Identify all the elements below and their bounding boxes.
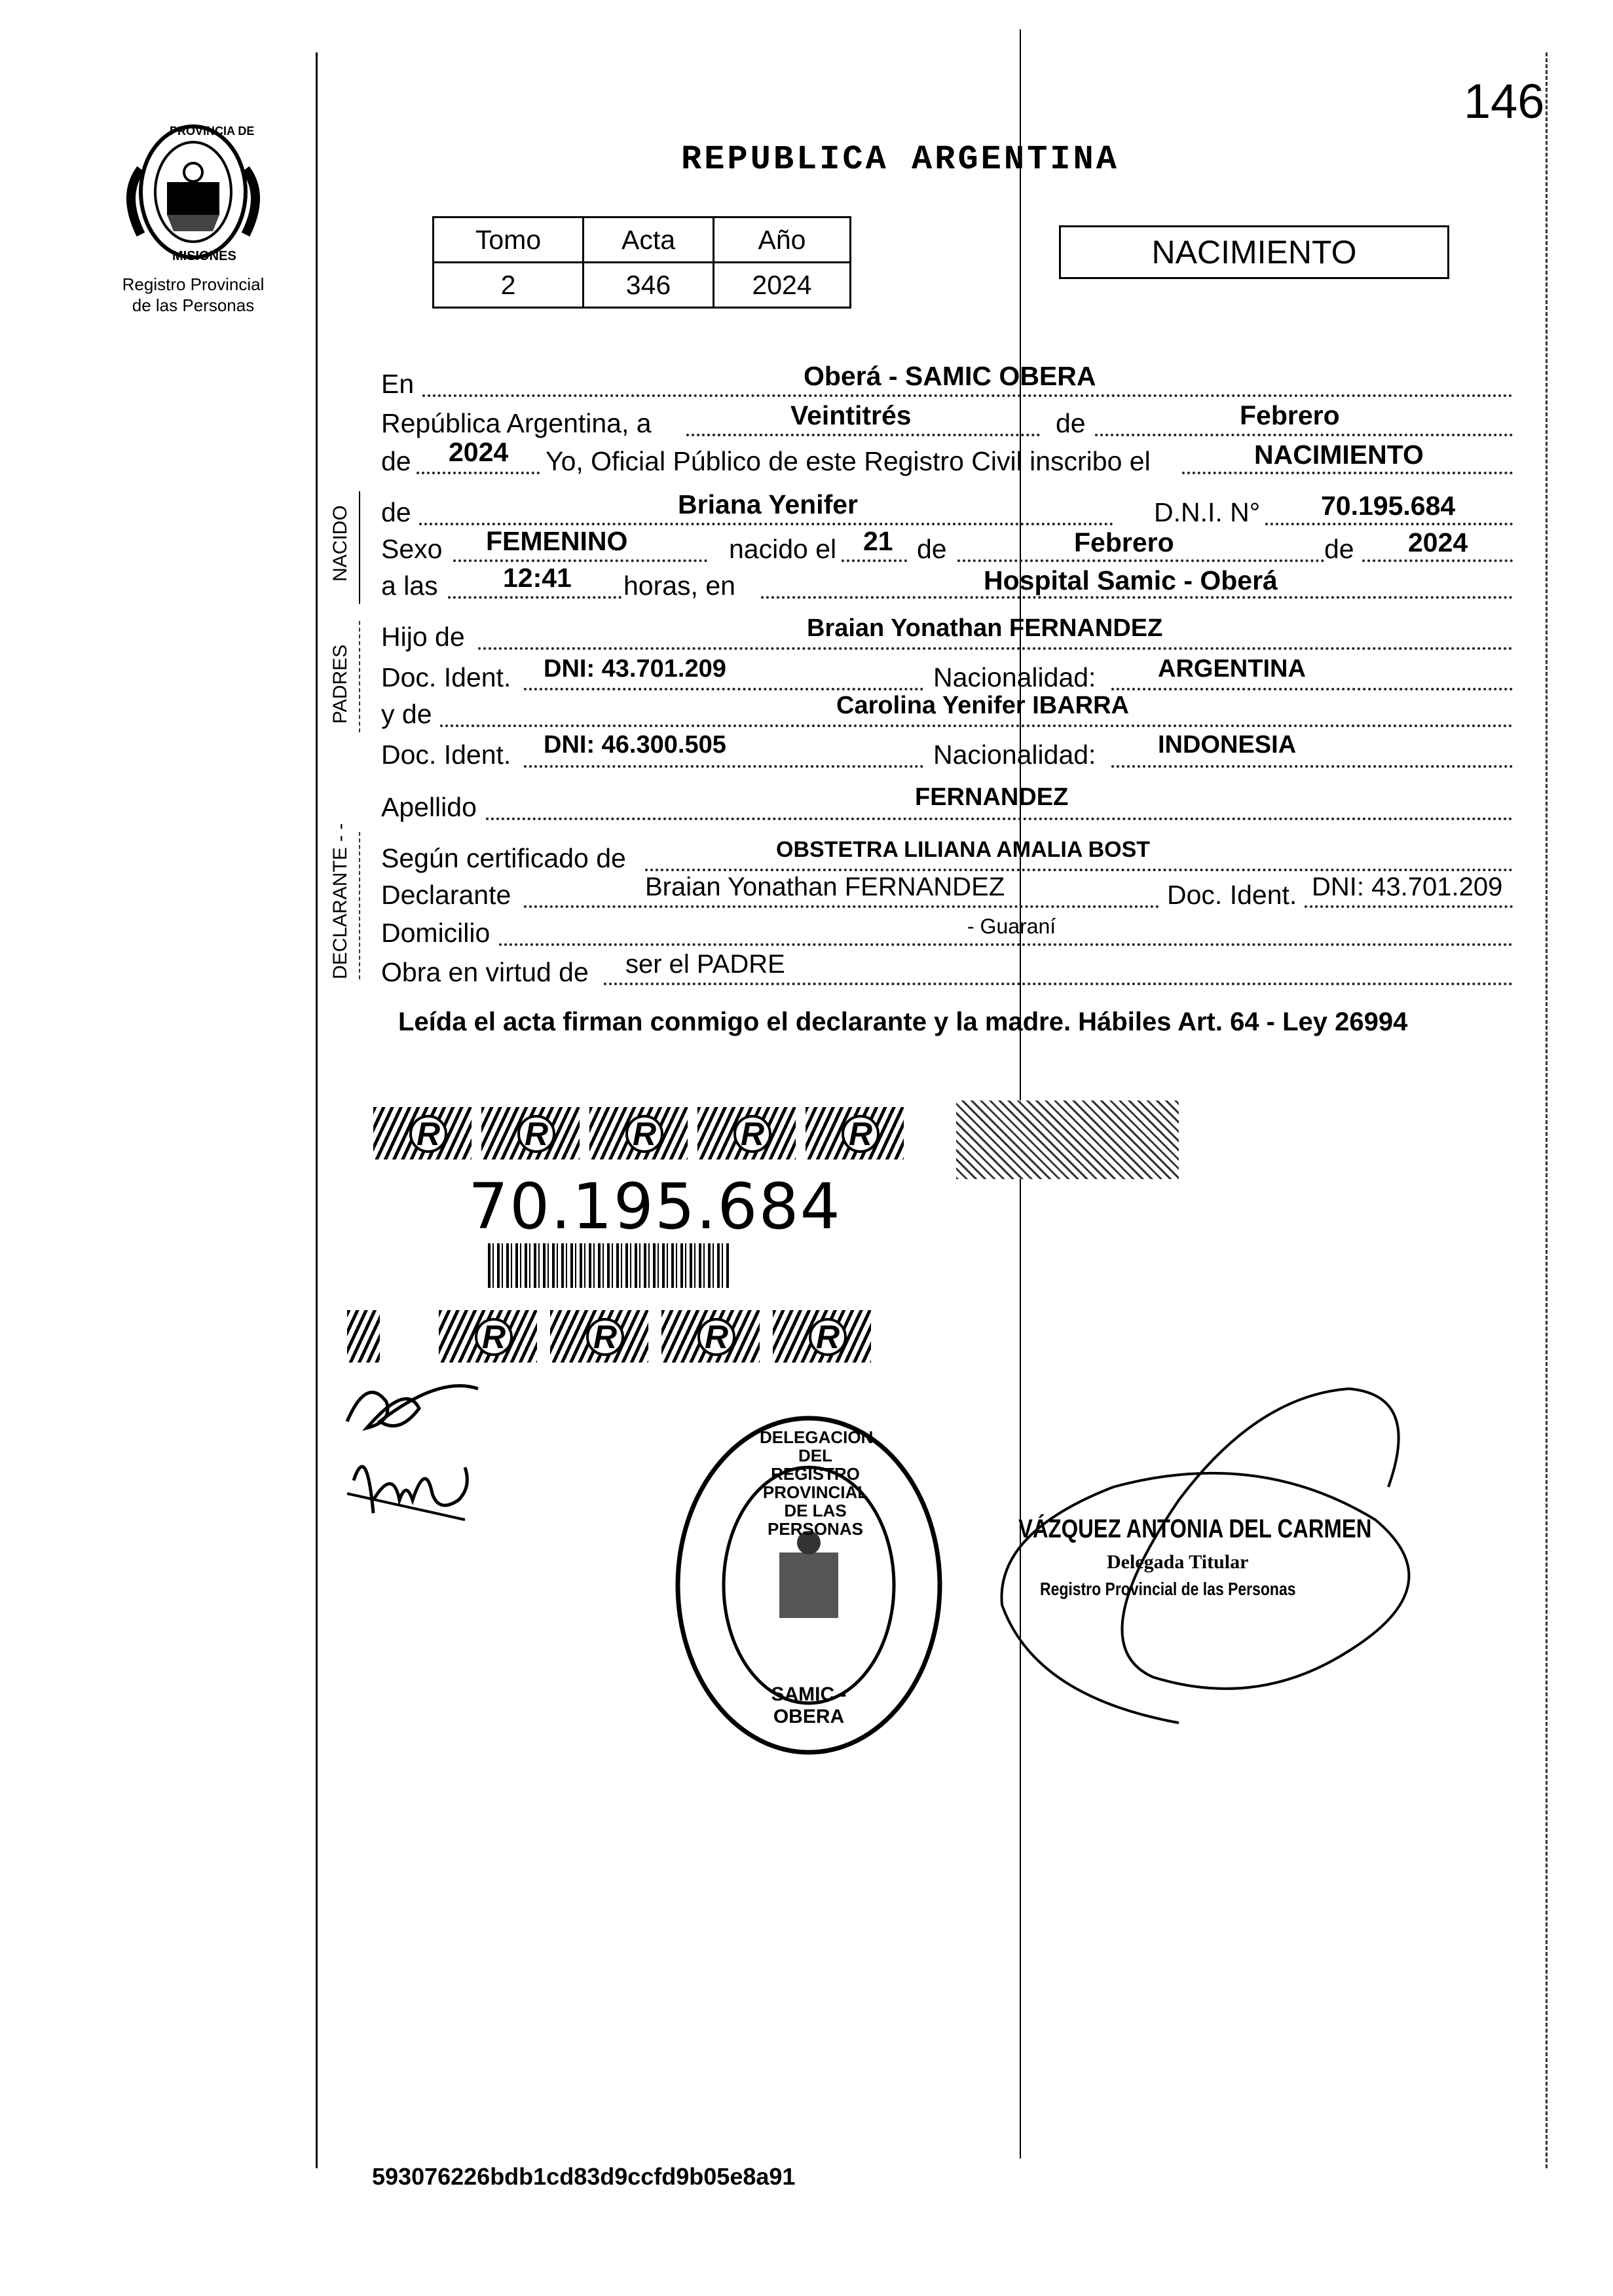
left-margin-rule (316, 52, 318, 2168)
value-hora: 12:41 (503, 563, 572, 593)
value-dia-texto: Veintitrés (790, 400, 912, 430)
sticker-pattern: R (481, 1107, 580, 1159)
record-table (432, 216, 851, 309)
label-doc-ident-2: Doc. Ident. (381, 740, 511, 770)
value-declarante-doc: DNI: 43.701.209 (1312, 873, 1503, 901)
stamp-ring-text: DELEGACIÓN DEL REGISTRO PROVINCIAL DE LAS PERSONAS (760, 1427, 874, 1539)
dotted-line (1095, 434, 1513, 436)
sticker-pattern: R (439, 1310, 537, 1363)
label-a-las: a las (381, 571, 438, 601)
dotted-line (440, 725, 1513, 727)
label-doc-ident-3: Doc. Ident. (1167, 880, 1297, 910)
label-en: En (381, 369, 415, 399)
label-domicilio: Domicilio (381, 918, 491, 948)
value-padre: Braian Yonathan FERNANDEZ (807, 614, 1163, 642)
sticker-pattern: R (697, 1107, 796, 1159)
dotted-line (1362, 559, 1513, 562)
value-lugar-nacimiento: Hospital Samic - Oberá (984, 565, 1278, 595)
value-domicilio: - Guaraní (967, 914, 1056, 938)
doc-type-box: NACIMIENTO (1059, 225, 1449, 279)
barcode (488, 1243, 730, 1288)
sticker-pattern: R (373, 1107, 472, 1159)
padres-bracket (359, 621, 360, 732)
dotted-line (1182, 472, 1513, 474)
label-obra: Obra en virtud de (381, 957, 589, 987)
seal-bottom-text: MISIONES (172, 249, 236, 263)
registry-caption (92, 274, 295, 316)
dotted-line (1111, 765, 1513, 768)
label-y-de: y de (381, 699, 432, 729)
security-hologram (956, 1101, 1179, 1179)
center-fold-line (1020, 29, 1021, 2158)
registry-line-1: Registro Provincial (122, 274, 265, 294)
dotted-line (1265, 523, 1513, 525)
right-margin-rule (1546, 52, 1548, 2168)
sticker-pattern: R (661, 1310, 760, 1363)
dotted-line (417, 472, 540, 474)
signatory-office: Registro Provincial de las Personas (1040, 1579, 1296, 1599)
label-horas-en: horas, en (623, 571, 735, 601)
sticker-bottom-band (347, 1310, 936, 1363)
value-obra: ser el PADRE (625, 950, 785, 979)
sticker-number: 70.195.684 (468, 1170, 842, 1243)
dotted-line (419, 523, 1113, 525)
value-certificado: OBSTETRA LILIANA AMALIA BOST (776, 837, 1151, 862)
value-tomo: 2 (434, 263, 584, 308)
signatory-name: VÁZQUEZ ANTONIA DEL CARMEN (1018, 1515, 1372, 1543)
page-number: 146 (1464, 74, 1545, 128)
sticker-pattern: R (773, 1310, 871, 1363)
label-de: de (1056, 408, 1086, 438)
value-nombre: Briana Yenifer (678, 489, 858, 519)
page-title: REPUBLICA ARGENTINA (681, 140, 1119, 179)
value-anio: 2024 (714, 263, 851, 308)
sticker-pattern: R (550, 1310, 648, 1363)
side-label-padres: PADRES (329, 644, 351, 724)
value-padre-doc: DNI: 43.701.209 (544, 655, 726, 683)
dotted-line (478, 647, 1513, 650)
signatory-role: Delegada Titular (1107, 1551, 1249, 1573)
value-mes-nacimiento: Febrero (1074, 527, 1174, 557)
value-acta: 346 (584, 263, 714, 308)
dotted-line (761, 596, 1513, 599)
value-sexo: FEMENINO (486, 526, 628, 556)
value-padre-nacionalidad: ARGENTINA (1158, 655, 1306, 683)
value-madre-nacionalidad: INDONESIA (1158, 731, 1297, 759)
label-de-name: de (381, 497, 411, 527)
value-dia-nacimiento: 21 (863, 526, 893, 556)
dotted-line (1111, 688, 1513, 690)
label-nacido-el: nacido el (729, 534, 837, 564)
dotted-line (524, 688, 923, 690)
nacido-bracket (359, 491, 360, 604)
dotted-line (1305, 905, 1513, 908)
dotted-line (524, 765, 923, 768)
value-apellido: FERNANDEZ (915, 783, 1069, 811)
dotted-line (448, 596, 621, 599)
value-mes-texto: Febrero (1240, 400, 1340, 430)
label-sexo: Sexo (381, 534, 443, 564)
label-de-b1: de (917, 534, 947, 564)
handwritten-signature-left (327, 1363, 498, 1533)
provincial-seal (115, 110, 272, 274)
value-tipo-inscripcion: NACIMIENTO (1254, 440, 1424, 470)
label-de-b2: de (1324, 534, 1354, 564)
header-anio: Año (714, 217, 851, 263)
seal-top-text: PROVINCIA DE (170, 124, 255, 138)
sticker-pattern (347, 1310, 380, 1363)
dotted-line (524, 905, 1159, 908)
value-declarante: Braian Yonathan FERNANDEZ (645, 873, 1005, 901)
label-declarante: Declarante (381, 880, 511, 910)
record-table-value-row (434, 263, 851, 308)
header-tomo: Tomo (434, 217, 584, 263)
label-dni: D.N.I. N° (1154, 497, 1261, 527)
header-acta: Acta (584, 217, 714, 263)
label-doc-ident-1: Doc. Ident. (381, 662, 511, 692)
value-madre-doc: DNI: 46.300.505 (544, 731, 726, 759)
sticker-pattern: R (589, 1107, 688, 1159)
dotted-line (686, 434, 1040, 436)
label-nacionalidad-1: Nacionalidad: (933, 662, 1096, 692)
stamp-center-text: SAMIC - OBERA (771, 1684, 847, 1727)
sticker-pattern: R (806, 1107, 904, 1159)
dotted-line (645, 869, 1513, 871)
label-hijo-de: Hijo de (381, 622, 465, 652)
dotted-line (453, 559, 707, 562)
value-anio-nacimiento: 2024 (1408, 527, 1468, 557)
dotted-line (499, 943, 1513, 946)
label-segun: Según certificado de (381, 843, 626, 873)
dotted-line (842, 559, 907, 562)
official-stamp (668, 1408, 950, 1762)
label-republica: República Argentina, a (381, 408, 652, 438)
side-label-nacido: NACIDO (329, 505, 351, 582)
label-nacionalidad-2: Nacionalidad: (933, 740, 1096, 770)
record-table-header-row (434, 217, 851, 263)
label-de-year: de (381, 446, 411, 476)
label-apellido: Apellido (381, 792, 477, 822)
closing-text: Leída el acta firman conmigo el declarante y la madre. Hábiles Art. 64 - Ley 26994 (398, 1007, 1408, 1036)
side-label-declarante: DECLARANTE - - (329, 823, 351, 979)
dotted-line (422, 394, 1513, 397)
declarante-bracket (359, 832, 360, 979)
value-madre: Carolina Yenifer IBARRA (836, 692, 1129, 719)
dotted-line (604, 983, 1513, 985)
label-oficial: Yo, Oficial Público de este Registro Civil inscribo el (546, 446, 1151, 476)
dotted-line (486, 818, 1513, 820)
value-lugar: Oberá - SAMIC OBERA (804, 361, 1096, 391)
footer-hash: 593076226bdb1cd83d9ccfd9b05e8a91 (372, 2163, 796, 2190)
registry-line-2: de las Personas (132, 295, 255, 315)
value-anio-inscripcion: 2024 (449, 437, 509, 467)
dotted-line (957, 559, 1324, 562)
value-dni: 70.195.684 (1321, 491, 1456, 521)
